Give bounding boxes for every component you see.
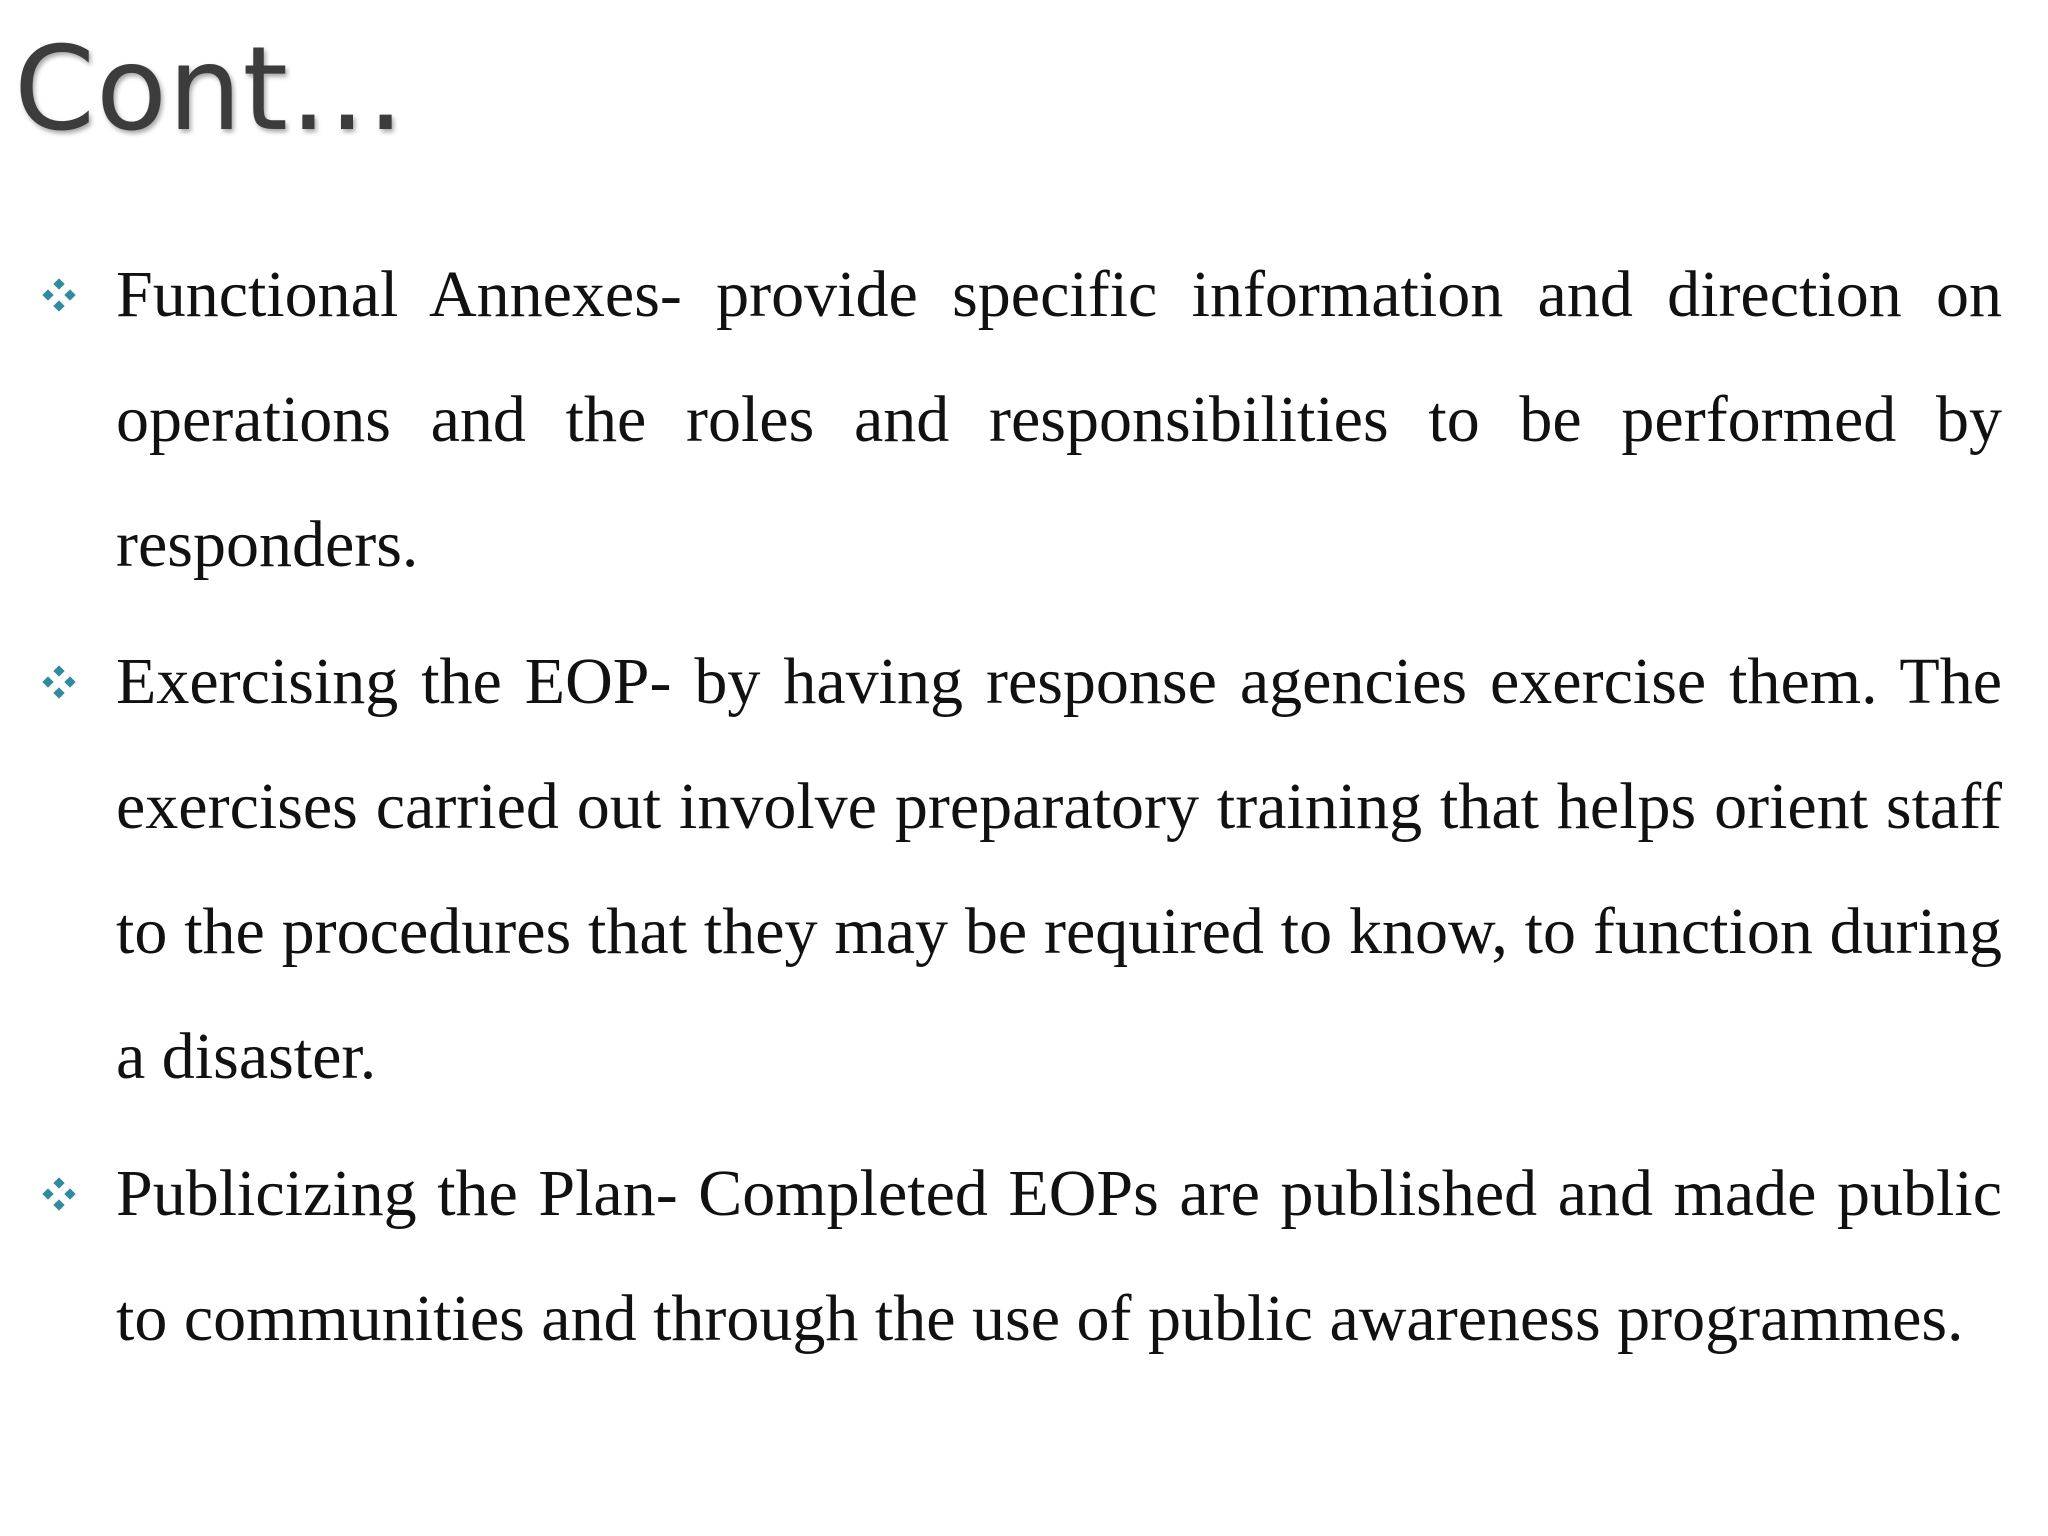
bullet-item [0,232,2048,607]
bullet-text: Exercising the EOP- by having response agencies exercise them. The exercises carried out involve preparatory training that helps orient staff to the procedures that they may be required to know, to function during a disaster. [116,645,2002,1093]
bullet-text: Functional Annexes- provide specific information and direction on operations and the roles and responsibilities to be performed by responders. [116,258,2002,581]
slide-title: Cont… [14,22,406,157]
bullet-item [0,1131,2048,1381]
diamond-bullet-icon [42,278,76,312]
bullet-text: Publicizing the Plan- Completed EOPs are published and made public to communities and through the use of public awareness programmes. [116,1157,2002,1355]
bullet-item [0,619,2048,1119]
bullet-list [0,232,2048,1393]
diamond-bullet-icon [42,1177,76,1211]
diamond-bullet-icon [42,665,76,699]
